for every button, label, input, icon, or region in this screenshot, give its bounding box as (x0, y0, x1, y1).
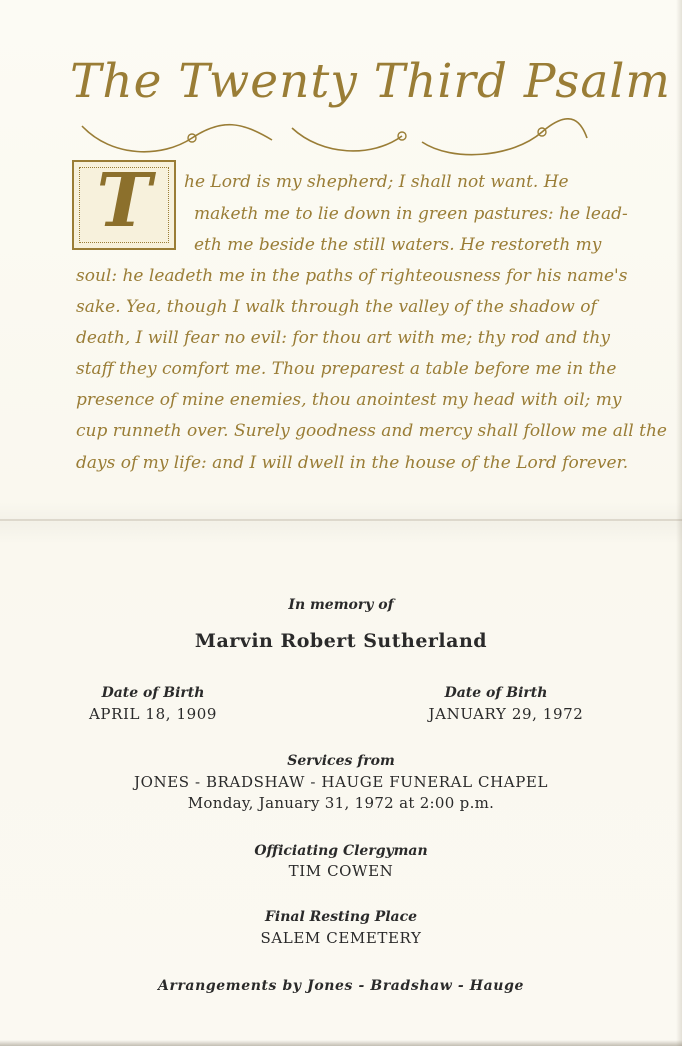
card-right-edge (676, 0, 682, 1046)
services-label: Services from (287, 753, 395, 769)
psalm-line: soul: he leadeth me in the paths of righteousness for his name's (76, 266, 628, 286)
psalm-line: cup runneth over. Surely goodness and mercy shall follow me all the (76, 421, 667, 441)
services-datetime: Monday, January 31, 1972 at 2:00 p.m. (187, 794, 495, 812)
birth-date-label: Date of Birth (101, 685, 205, 701)
psalm-line: he Lord is my shepherd; I shall not want. He (184, 172, 569, 192)
services-place: JONES - BRADSHAW - HAUGE FUNERAL CHAPEL (133, 773, 549, 791)
psalm-line: eth me beside the still waters. He restoreth my (194, 235, 602, 255)
dropcap-letter: T (96, 158, 152, 244)
psalm-line: days of my life: and I will dwell in the house of the Lord forever. (76, 453, 629, 473)
psalm-title: The Twenty Third Psalm (70, 54, 671, 109)
card-fold-line (0, 519, 682, 521)
psalm-line: staff they comfort me. Thou preparest a table before me in the (76, 359, 617, 379)
psalm-line: presence of mine enemies, thou anointest my head with oil; my (76, 390, 622, 410)
card-bottom-edge (0, 1040, 682, 1046)
psalm-line: death, I will fear no evil: for thou art with me; thy rod and thy (76, 328, 610, 348)
clergy-label: Officiating Clergyman (254, 843, 428, 859)
psalm-line: sake. Yea, though I walk through the valley of the shadow of (76, 297, 597, 317)
resting-place-value: SALEM CEMETERY (260, 929, 422, 947)
illuminated-initial (72, 160, 176, 250)
psalm-line: maketh me to lie down in green pastures: he lead- (194, 204, 628, 224)
resting-place-label: Final Resting Place (264, 909, 418, 925)
in-memory-label: In memory of (288, 597, 394, 613)
death-date-label: Date of Birth (444, 685, 548, 701)
clergy-name: TIM COWEN (288, 862, 394, 880)
deceased-name: Marvin Robert Sutherland (194, 630, 488, 652)
arrangements-note: Arrangements by Jones - Bradshaw - Hauge (158, 978, 524, 994)
death-date-value: JANUARY 29, 1972 (428, 705, 584, 723)
birth-date-value: APRIL 18, 1909 (88, 705, 218, 723)
